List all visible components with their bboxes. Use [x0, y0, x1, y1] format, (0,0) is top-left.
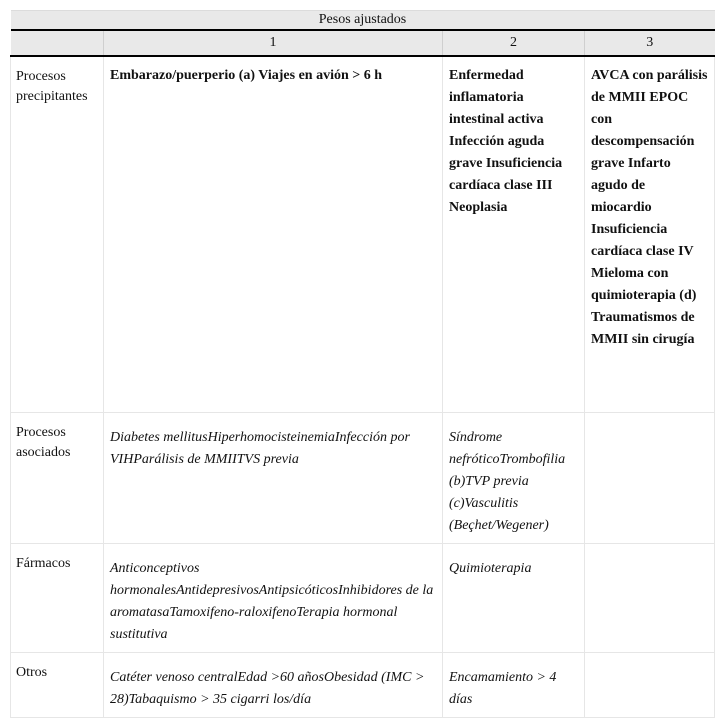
row-cell-weight-1: Catéter venoso centralEdad >60 añosObesidad (IMC > 28)Tabaquismo > 35 cigarri los/día: [104, 653, 443, 718]
row-label: Fármacos: [11, 544, 104, 653]
header-cell-2: 2: [443, 30, 585, 56]
table-banner-row: [11, 11, 715, 31]
weights-table: [10, 10, 715, 718]
table-header-row: [11, 30, 715, 56]
row-cell-weight-3: [585, 544, 715, 653]
table-row: [11, 544, 715, 653]
table-row: [11, 653, 715, 718]
header-cell-empty: [11, 30, 104, 56]
row-cell-weight-2: Síndrome nefróticoTrombofilia (b)TVP previa (c)Vasculitis (Beçhet/Wegener): [443, 413, 585, 544]
row-cell-weight-2: Quimioterapia: [443, 544, 585, 653]
row-cell-weight-1: Anticonceptivos hormonalesAntidepresivosAntipsicóticosInhibidores de la aromatasaTamoxifeno-raloxifenoTerapia hormonal sustitutiva: [104, 544, 443, 653]
weights-table-container: [10, 10, 714, 718]
row-cell-weight-1: Diabetes mellitusHiperhomocisteinemiaInfección por VIHParálisis de MMIITVS previa: [104, 413, 443, 544]
table-row: [11, 413, 715, 544]
header-cell-1: 1: [104, 30, 443, 56]
row-cell-weight-1: Embarazo/puerperio (a) Viajes en avión > 6 h: [104, 56, 443, 413]
row-cell-weight-3: AVCA con parálisis de MMII EPOC con descompensación grave Infarto agudo de miocardio Insuficiencia cardíaca clase IV Mieloma con quimioterapia (d) Traumatismos de MMII sin cirugía: [585, 56, 715, 413]
row-label: Procesos asociados: [11, 413, 104, 544]
header-cell-3: 3: [585, 30, 715, 56]
table-row: [11, 56, 715, 413]
row-cell-weight-3: [585, 653, 715, 718]
row-cell-weight-2: Encamamiento > 4 días: [443, 653, 585, 718]
table-banner: Pesos ajustados: [11, 11, 715, 31]
row-cell-weight-2: Enfermedad inflamatoria intestinal activa Infección aguda grave Insuficiencia cardíaca clase III Neoplasia: [443, 56, 585, 413]
row-cell-weight-3: [585, 413, 715, 544]
row-label: Otros: [11, 653, 104, 718]
row-label: Procesos precipitantes: [11, 56, 104, 413]
